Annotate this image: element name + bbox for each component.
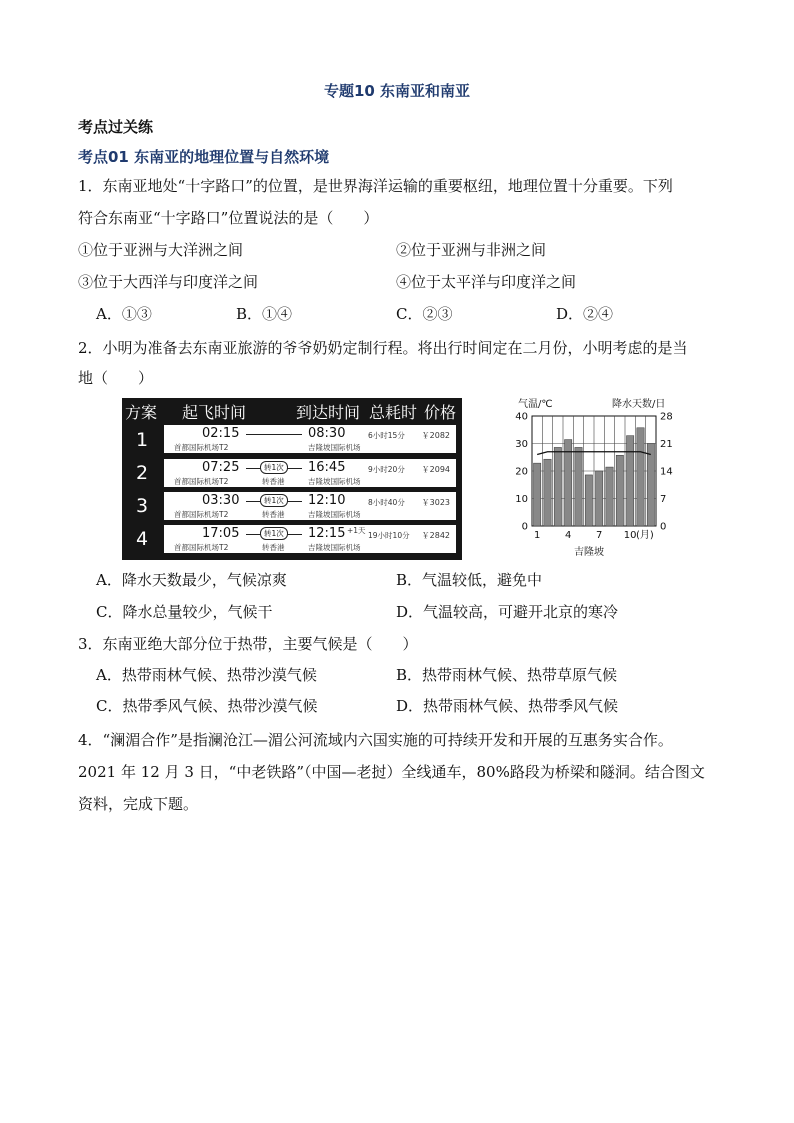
departure-airport: 首都国际机场T2 <box>174 477 229 486</box>
departure-airport: 首都国际机场T2 <box>174 443 229 452</box>
transfer-badge: 转1次 <box>260 494 288 507</box>
chart-title: 吉隆坡 <box>574 547 604 558</box>
left-tick-label: 0 <box>521 521 528 533</box>
table-header-price: 价格 <box>424 403 457 422</box>
right-tick-label: 28 <box>660 411 673 423</box>
q1-stem-line2: 符合东南亚“十字路口”位置说法的是（ ） <box>78 209 379 227</box>
arrival-airport: 吉隆坡国际机场 <box>308 510 361 519</box>
left-tick-label: 10 <box>515 494 528 505</box>
q3-option-a: A．热带雨林气候、热带沙漠气候 <box>96 666 317 684</box>
q3-option-c: C．热带季风气候、热带沙漠气候 <box>96 697 318 715</box>
arrival-airport: 吉隆坡国际机场 <box>308 543 361 552</box>
right-tick-label: 14 <box>660 466 673 478</box>
transfer-badge: 转1次 <box>260 461 288 474</box>
precip-days-bar <box>637 428 644 526</box>
plan-number: 3 <box>135 495 149 517</box>
flight-price: ￥3023 <box>421 498 450 507</box>
next-day-marker: +1天 <box>347 526 366 535</box>
q3-stem: 3．东南亚绝大部分位于热带，主要气候是（ ） <box>78 635 418 653</box>
transfer-badge: 转1次 <box>260 527 288 540</box>
q1-option-c: C．②③ <box>396 305 453 323</box>
flight-price: ￥2094 <box>421 465 450 474</box>
arrival-airport: 吉隆坡国际机场 <box>308 443 361 452</box>
left-tick-label: 40 <box>515 411 528 423</box>
q2-option-d: D．气温较高，可避开北京的寒冷 <box>396 603 619 621</box>
flight-duration: 9小时20分 <box>368 465 405 474</box>
precip-days-bar <box>616 455 623 526</box>
departure-time: 02:15 <box>202 426 240 441</box>
precip-days-bar <box>606 467 613 526</box>
q4-stem-line3: 资料，完成下题。 <box>78 795 199 813</box>
arrival-airport: 吉隆坡国际机场 <box>308 477 361 486</box>
q1-stem-line1: 1．东南亚地处“十字路口”的位置，是世界海洋运输的重要枢纽，地理位置十分重要。下列 <box>78 177 673 195</box>
plan-number: 2 <box>135 462 149 484</box>
right-axis-label: 降水天数/日 <box>612 399 666 410</box>
q4-stem-line2: 2021 年 12 月 3 日，“中老铁路”（中国—老挝）全线通车，80%路段为桥梁和隧洞。结合图文 <box>78 763 705 781</box>
q2-option-b: B．气温较低，避免中 <box>396 571 543 589</box>
q3-option-b: B．热带雨林气候、热带草原气候 <box>396 666 618 684</box>
q1-option-a: A．①③ <box>96 305 152 323</box>
left-tick-label: 30 <box>515 439 528 450</box>
q1-option-b: B．①④ <box>236 305 293 323</box>
right-tick-label: 7 <box>660 494 667 505</box>
precip-days-bar <box>647 444 654 527</box>
x-tick-label: 10 <box>623 530 637 541</box>
precip-days-bar <box>554 447 561 526</box>
flight-duration: 19小时10分 <box>368 531 410 540</box>
left-axis-label: 气温/℃ <box>518 399 553 410</box>
precip-days-bar <box>534 463 541 526</box>
table-header-departure: 起飞时间 <box>182 403 247 422</box>
section-heading: 考点过关练 <box>78 118 154 136</box>
table-header-plan: 方案 <box>125 403 158 422</box>
departure-time: 03:30 <box>202 493 240 508</box>
right-tick-label: 0 <box>660 521 667 533</box>
departure-airport: 首都国际机场T2 <box>174 543 229 552</box>
x-tick-label: 7 <box>595 530 603 541</box>
q2-option-a: A．降水天数最少，气候凉爽 <box>96 571 287 589</box>
x-tick-label: 1 <box>533 530 541 541</box>
departure-time: 17:05 <box>202 526 240 541</box>
table-row <box>164 525 456 553</box>
q4-stem-line1: 4．“澜湄合作”是指澜沧江—湄公河流域内六国实施的可持续开发和开展的互惠务实合作。 <box>78 731 673 749</box>
flight-price: ￥2082 <box>421 431 450 440</box>
right-tick-label: 21 <box>660 439 673 450</box>
table-row <box>164 425 456 453</box>
table-header-arrival: 到达时间 <box>296 403 361 422</box>
route-line <box>246 434 302 435</box>
left-tick-label: 20 <box>515 466 528 478</box>
subsection-heading: 考点01 东南亚的地理位置与自然环境 <box>78 148 330 166</box>
q2-stem-line1: 2．小明为准备去东南亚旅游的爷爷奶奶定制行程。将出行时间定在二月份，小明考虑的是当 <box>78 339 688 357</box>
table-row <box>164 492 456 520</box>
flight-price: ￥2842 <box>421 531 450 540</box>
plan-number: 1 <box>135 429 149 451</box>
arrival-time: 16:45 <box>308 460 346 475</box>
precip-days-bar <box>596 471 603 526</box>
precip-days-bar <box>575 447 582 526</box>
flight-duration: 8小时40分 <box>368 498 405 507</box>
q1-statement-4: ④位于太平洋与印度洋之间 <box>396 273 577 291</box>
table-row <box>164 459 456 487</box>
page-title: 专题10 东南亚和南亚 <box>323 82 471 100</box>
precip-days-bar <box>544 459 551 526</box>
q2-option-c: C．降水总量较少，气候干 <box>96 603 273 621</box>
arrival-time: 12:15 <box>308 526 346 541</box>
q1-statement-3: ③位于大西洋与印度洋之间 <box>78 273 259 291</box>
table-header-duration: 总耗时 <box>369 403 418 422</box>
flight-duration: 6小时15分 <box>368 431 405 440</box>
precip-days-bar <box>565 440 572 526</box>
transfer-city: 转香港 <box>262 477 285 486</box>
x-tick-label: 4 <box>564 530 572 541</box>
arrival-time: 12:10 <box>308 493 346 508</box>
departure-airport: 首都国际机场T2 <box>174 510 229 519</box>
arrival-time: 08:30 <box>308 426 346 441</box>
transfer-city: 转香港 <box>262 510 285 519</box>
q3-option-d: D．热带雨林气候、热带季风气候 <box>396 697 619 715</box>
plan-number: 4 <box>135 528 149 550</box>
q2-stem-line2: 地（ ） <box>78 369 154 387</box>
transfer-city: 转香港 <box>262 543 285 552</box>
q1-statement-2: ②位于亚洲与非洲之间 <box>396 241 547 259</box>
precip-days-bar <box>627 436 634 526</box>
q1-statement-1: ①位于亚洲与大洋洲之间 <box>78 241 244 259</box>
precip-days-bar <box>585 475 592 526</box>
q1-option-d: D．②④ <box>556 305 614 323</box>
flight-schedule-table <box>122 398 462 560</box>
departure-time: 07:25 <box>202 460 240 475</box>
x-unit-label: (月) <box>636 530 654 541</box>
climate-chart <box>508 392 688 564</box>
